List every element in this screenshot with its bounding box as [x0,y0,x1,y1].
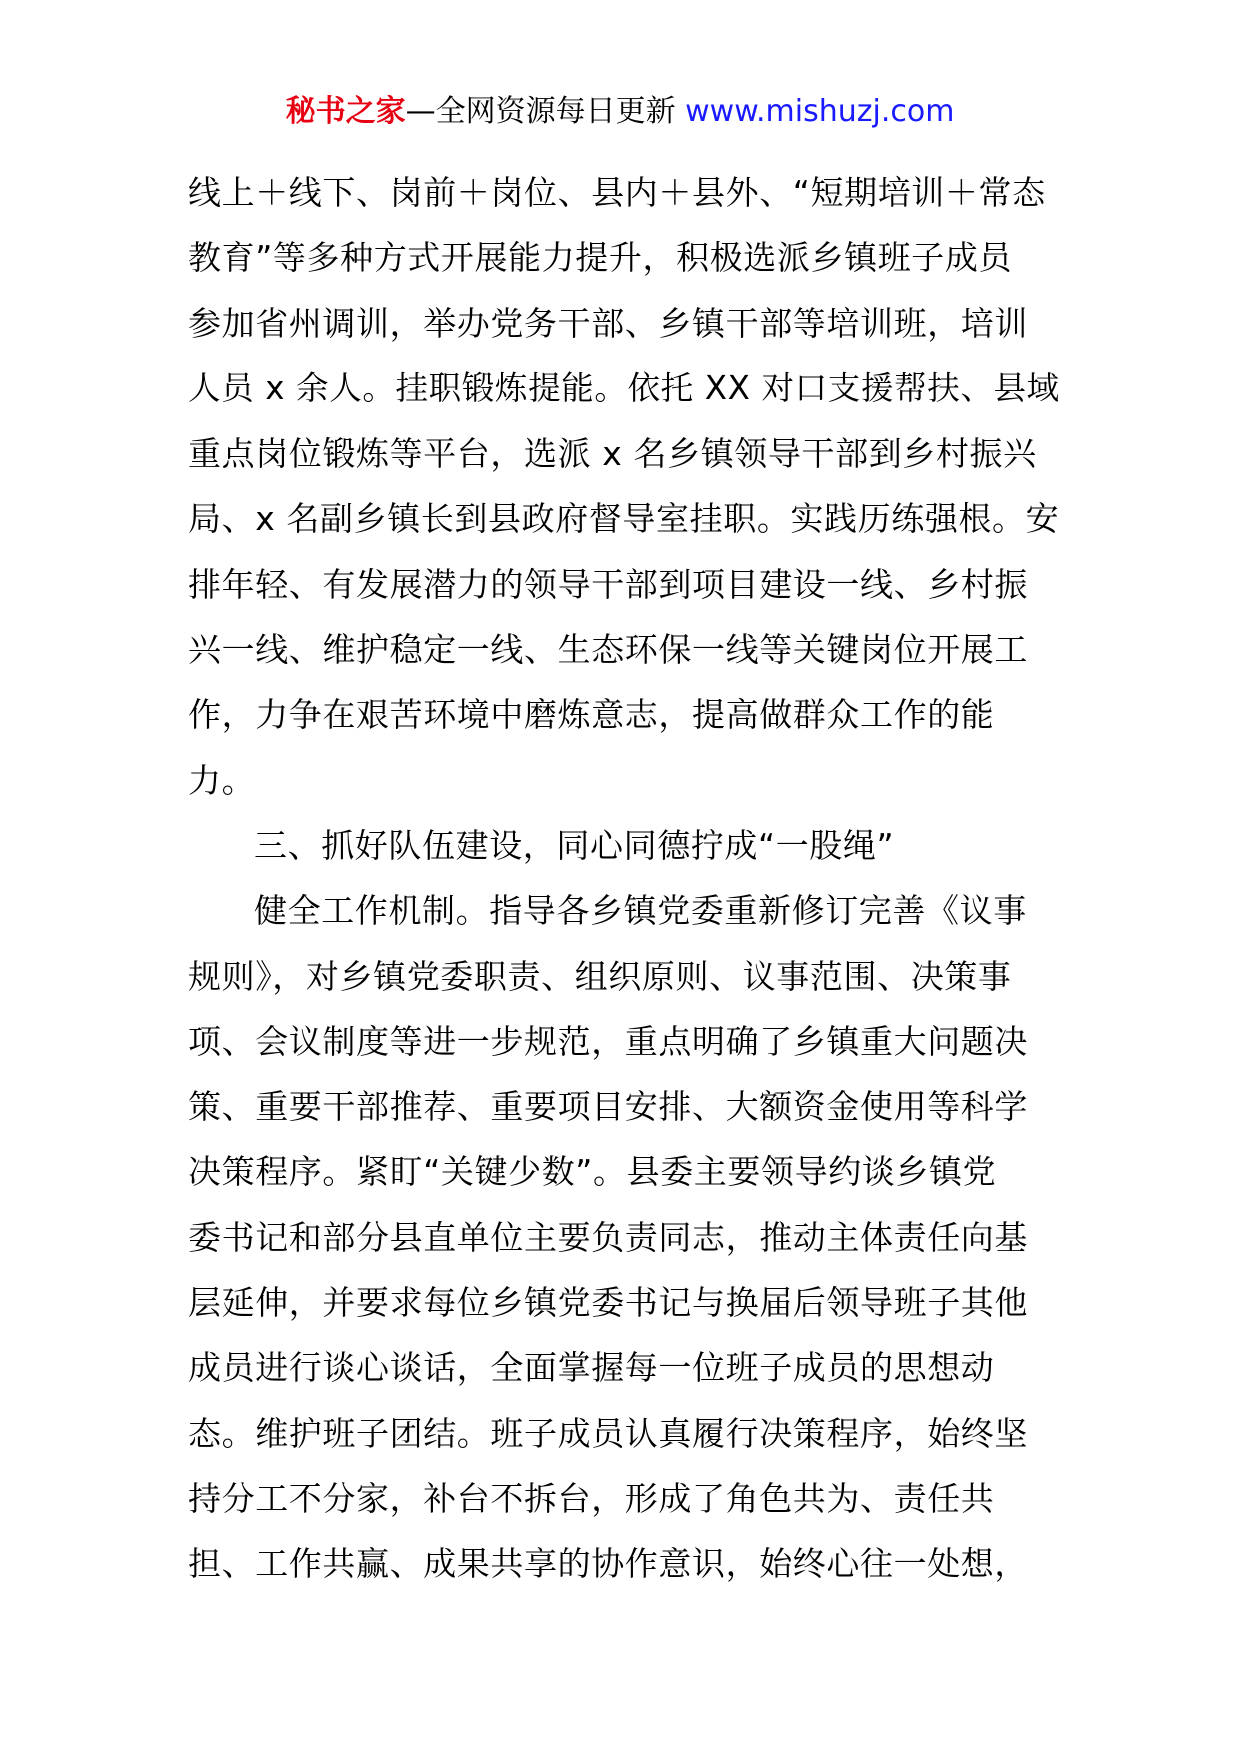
text-line: 线上＋线下、岗前＋岗位、县内＋县外、“短期培训＋常态 [188,173,1046,212]
text-line: 决策程序。紧盯“关键少数”。县委主要领导约谈乡镇党 [188,1152,997,1192]
text-line: 排年轻、有发展潜力的领导干部到项目建设一线、乡村振 [188,564,1028,604]
text-line: 力。 [188,760,256,800]
text-line: 教育”等多种方式开展能力提升，积极选派乡镇班子成员 [188,238,1013,278]
site-header [0,92,1240,132]
text-line: 持分工不分家，补台不拆台，形成了角色共为、责任共 [188,1478,995,1518]
document-body [188,160,1060,1597]
paragraph-start-line: 健全工作机制。指导各乡镇党委重新修订完善《议事 [254,891,1027,931]
text-line: 兴一线、维护稳定一线、生态环保一线等关键岗位开展工 [188,630,1028,670]
text-line: 策、重要干部推荐、重要项目安排、大额资金使用等科学 [188,1087,1028,1127]
text-line: 人员 x 余人。挂职锻炼提能。依托 XX 对口支援帮扶、县域 [188,368,1060,407]
text-line: 项、会议制度等进一步规范，重点明确了乡镇重大问题决 [188,1021,1028,1061]
text-line: 作，力争在艰苦环境中磨炼意志，提高做群众工作的能 [188,695,995,735]
text-line: 态。维护班子团结。班子成员认真履行决策程序，始终坚 [188,1413,1028,1453]
text-line: 规则》，对乡镇党委职责、组织原则、议事范围、决策事 [188,956,1012,996]
text-line: 委书记和部分县直单位主要负责同志，推动主体责任向基 [188,1217,1028,1257]
header-tagline: —全网资源每日更新 [405,94,686,129]
text-line: 重点岗位锻炼等平台，选派 x 名乡镇领导干部到乡村振兴 [188,434,1037,474]
text-line: 担、工作共赢、成果共享的协作意识，始终心往一处想， [188,1544,1028,1584]
paragraph-start-line: 三、抓好队伍建设，同心同德拧成“一股绳” [254,825,895,865]
text-line: 成员进行谈心谈话，全面掌握每一位班子成员的思想动 [188,1348,995,1388]
site-url-link[interactable]: www.mishuzj.com [685,94,955,129]
text-line: 局、x 名副乡镇长到县政府督导室挂职。实践历练强根。安 [188,499,1060,539]
brand-name: 秘书之家 [285,94,406,129]
text-line: 参加省州调训，举办党务干部、乡镇干部等培训班，培训 [188,303,1028,343]
text-line: 层延伸，并要求每位乡镇党委书记与换届后领导班子其他 [188,1283,1028,1323]
